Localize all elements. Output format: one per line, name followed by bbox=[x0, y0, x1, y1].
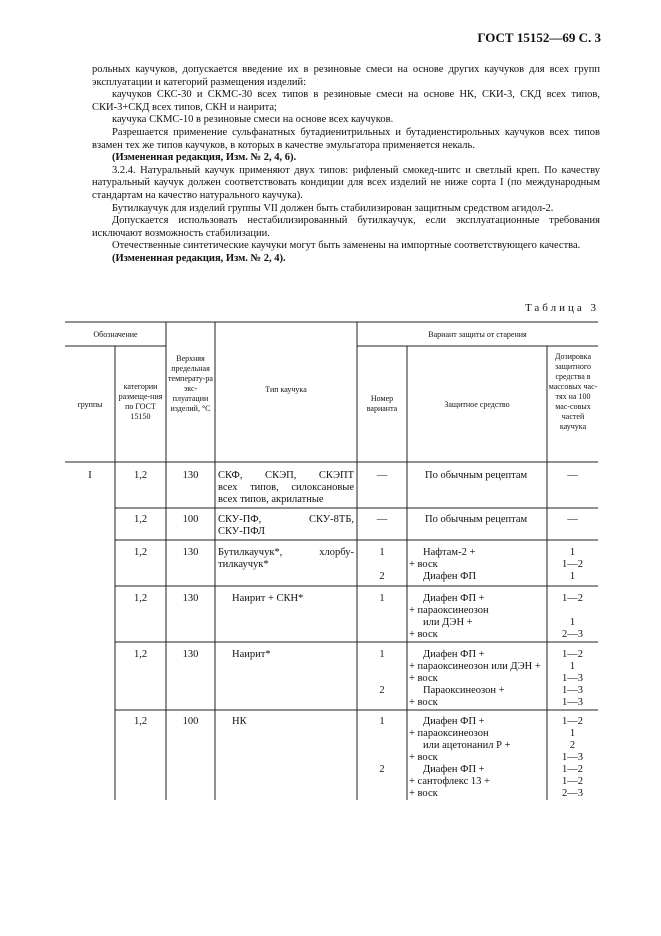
paragraph: Допускается использовать нестабилизированный бутилкаучук, если эксплуатационные требования исключают возможность стабилизации. bbox=[92, 215, 600, 239]
cell-dosage: — bbox=[567, 470, 578, 481]
paragraph: Бутилкаучук для изделий группы VII должен быть стабилизирован защитным средством агидол-2. bbox=[112, 202, 554, 214]
paragraph: каучуков СКС-30 и СКМС-30 всех типов в резиновые смеси на основе НК, СКИ-3, СКД всех типов, СКИ-3+СКД всех типов, СКН и наирита; bbox=[92, 89, 600, 113]
header-temp: Верхняя предельная температу-ра экс-плуатации изделий, °С bbox=[168, 354, 213, 413]
cell-group: I bbox=[88, 470, 92, 481]
cell-rubber-type: Наирит* bbox=[232, 649, 271, 660]
cell-variant: 1 2 bbox=[379, 649, 385, 696]
cell-rubber-type: НК bbox=[232, 716, 247, 727]
cell-category: 1,2 bbox=[133, 470, 148, 481]
header-designation: Обозначение bbox=[93, 330, 138, 339]
paragraph: рольных каучуков, допускается введение их в резиновые смеси на основе других каучуков для всех групп эксплуатации и категорий размещения изделий: bbox=[92, 64, 600, 88]
paragraph: 3.2.4. Натуральный каучук применяют двух типов: рифленый смокед-шитс и светлый креп. По качеству натуральный каучук должен соответствовать кондиции для всех изделий не ниже сорта I (по международным стандартам на качество натурального каучука). bbox=[92, 164, 600, 201]
cell-temp: 100 bbox=[182, 514, 199, 525]
cell-category: 1,2 bbox=[133, 716, 148, 727]
table-caption: Таблица 3 bbox=[524, 302, 599, 314]
paragraph: Разрешается применение сульфанатных бутадиенитрильных и бутадиенстирольных каучуков всех типов взамен тех же типов каучуков, в которых в качестве эмульгатора применяется некаль. bbox=[92, 126, 600, 151]
paragraph: каучука СКМС-10 в резиновые смеси на основе всех каучуков. bbox=[112, 114, 394, 126]
cell-variant: 1 2 bbox=[379, 716, 385, 775]
cell-rubber-type: СКФ, СКЭП, СКЭПТ всех типов, силоксановые всех типов, акрилатные bbox=[218, 470, 354, 505]
cell-category: 1,2 bbox=[133, 593, 148, 604]
cell-variant: — bbox=[376, 470, 388, 481]
amendment-note: (Измененная редакция, Изм. № 2, 4). bbox=[112, 252, 286, 264]
header-variant-group: Вариант защиты от старения bbox=[428, 330, 527, 339]
header-dosage: Дозировка защитного средства в массовых час-тях на 100 мас-совых частей каучука bbox=[548, 352, 598, 431]
cell-rubber-type: СКУ-ПФ, СКУ-8ТБ, СКУ-ПФЛ bbox=[218, 514, 354, 537]
cell-dosage: 1—2 1 1—3 1—3 1—3 bbox=[562, 649, 583, 708]
cell-category: 1,2 bbox=[133, 547, 148, 558]
header-agent: Защитное средство bbox=[444, 400, 510, 409]
page-header: ГОСТ 15152—69 С. 3 bbox=[477, 30, 601, 45]
cell-temp: 130 bbox=[182, 470, 199, 481]
header-variant-no: Номер варианта bbox=[366, 394, 398, 413]
cell-variant: 1 bbox=[379, 593, 385, 604]
cell-dosage: 1 1—2 1 bbox=[562, 547, 583, 582]
cell-agent: По обычным рецептам bbox=[425, 514, 528, 525]
cell-dosage: 1—2 1 2 1—3 1—2 1—2 2—3 bbox=[562, 716, 583, 799]
cell-agent: Диафен ФП + + параоксинеозон или ДЭН + + воск bbox=[409, 593, 489, 640]
header-category: категории размеще-ния по ГОСТ 15150 bbox=[118, 382, 163, 421]
cell-agent: Диафен ФП + + параоксинеозон или ацетонанил Р + + воск Диафен ФП + + сантофлекс 13 + + воск bbox=[409, 716, 511, 799]
cell-dosage: — bbox=[567, 514, 578, 525]
cell-rubber-type: Наирит + СКН* bbox=[232, 593, 304, 604]
paragraph: Отечественные синтетические каучуки могут быть заменены на импортные соответствующего качества. bbox=[112, 240, 581, 252]
header-group: группы bbox=[77, 400, 103, 409]
cell-category: 1,2 bbox=[133, 649, 148, 660]
amendment-note: (Измененная редакция, Изм. № 2, 4, 6). bbox=[112, 152, 297, 164]
cell-temp: 130 bbox=[182, 649, 199, 660]
cell-agent: По обычным рецептам bbox=[425, 470, 528, 481]
cell-temp: 100 bbox=[182, 716, 199, 727]
cell-variant: 1 2 bbox=[379, 547, 385, 582]
cell-temp: 130 bbox=[182, 547, 199, 558]
cell-rubber-type: Бутилкаучук*, хлорбу- тилкаучук* bbox=[218, 547, 354, 570]
cell-temp: 130 bbox=[182, 593, 199, 604]
cell-category: 1,2 bbox=[133, 514, 148, 525]
cell-agent: Нафтам-2 + + воск Диафен ФП bbox=[409, 547, 477, 582]
header-type: Тип каучука bbox=[265, 385, 307, 394]
cell-variant: — bbox=[376, 514, 388, 525]
cell-agent: Диафен ФП + + параоксинеозон или ДЭН + + воск Параоксинеозон + + воск bbox=[409, 649, 541, 708]
cell-dosage: 1—2 1 2—3 bbox=[562, 593, 583, 640]
